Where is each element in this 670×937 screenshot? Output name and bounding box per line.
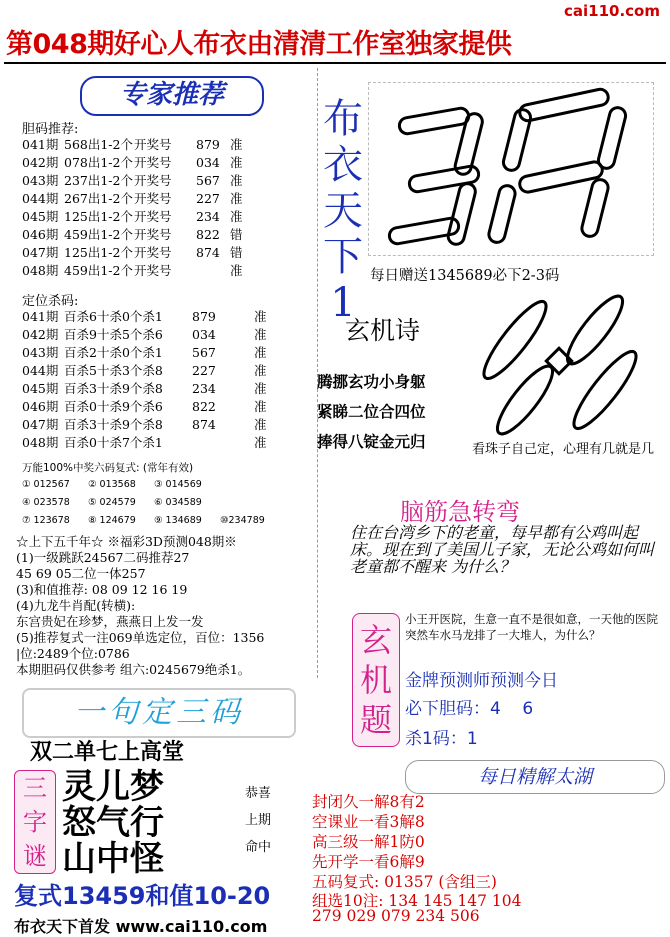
kill-row: [22, 308, 267, 326]
congrats-line: 上期: [244, 813, 271, 828]
poem-line: 捧得八锭金元归: [317, 433, 426, 451]
dan-cell: 错: [230, 227, 243, 242]
dan-cell: 准: [230, 191, 243, 206]
wanneng-cell: ② 013568: [88, 479, 136, 490]
daily-lake-banner: 每日精解太湖: [405, 760, 665, 794]
wanneng-row: [22, 476, 286, 494]
congrats-line: 恭喜: [244, 786, 271, 801]
dan-row: [22, 190, 243, 208]
kill-cell: 百杀0十杀7个杀1: [64, 435, 163, 450]
three-word-riddle-label: [14, 770, 56, 874]
wanneng-cell: ⑤ 024579: [88, 497, 136, 508]
dan-row: [22, 172, 243, 190]
kill-cell: 准: [254, 417, 267, 432]
page-title: 第048期好心人布衣由清清工作室独家提供: [6, 29, 512, 60]
kill-cell: 045期: [22, 381, 59, 396]
forecast-line: |位:2489个位:0786: [16, 646, 130, 661]
beads-icon: [470, 290, 650, 440]
dan-cell: 822: [196, 227, 220, 242]
dan-cell: 错: [230, 245, 243, 260]
first-release-link[interactable]: 布衣天下首发 www.cai110.com: [14, 917, 268, 936]
dan-cell: 开奖号: [134, 245, 172, 260]
kill-cell: 准: [254, 435, 267, 450]
dan-row: [22, 262, 243, 280]
wanneng-cell: ④ 023578: [22, 497, 70, 508]
double-line-text: 双二单七上高堂: [30, 740, 185, 765]
dan-cell: 879: [196, 137, 220, 152]
kill-cell: 234: [192, 381, 216, 396]
kill-row: [22, 326, 267, 344]
dan-row: [22, 154, 243, 172]
dan-cell: 078出1-2个: [64, 155, 133, 170]
dan-cell: 046期: [22, 227, 59, 242]
riddle-word: 怒气行: [62, 803, 164, 843]
forecast-line: (4)九龙牛肖配(转横):: [16, 598, 136, 613]
dan-cell: 开奖号: [134, 227, 172, 242]
vertical-char: 天: [323, 188, 363, 234]
dan-cell: 874: [196, 245, 220, 260]
riddle-note: 看珠子自己定，心理有几就是几: [472, 442, 655, 457]
dan-table: [22, 136, 243, 280]
kill-cell: 034: [192, 327, 216, 342]
vertical-char: 机: [359, 661, 392, 699]
dan-cell: 034: [196, 155, 220, 170]
kill-cell: 百杀2十杀0个杀1: [64, 345, 163, 360]
wanneng-grid: [22, 476, 286, 530]
puzzle-vertical-title: [352, 613, 400, 747]
digit-graphic: [368, 82, 654, 256]
dan-cell: 125出1-2个: [64, 245, 133, 260]
vertical-char: 衣: [323, 142, 363, 188]
kill-cell: 准: [254, 309, 267, 324]
dan-cell: 267出1-2个: [64, 191, 133, 206]
red-line: 高三级一解1防0: [312, 833, 425, 851]
congrats-note: [240, 780, 276, 861]
cloth-vertical-title: [318, 96, 368, 326]
brain-teaser-title: 脑筋急转弯: [400, 498, 520, 526]
dan-cell: 041期: [22, 137, 59, 152]
kill-cell: 准: [254, 327, 267, 342]
kill-cell: 百杀0十杀9个杀6: [64, 399, 163, 414]
kill-cell: 879: [192, 309, 216, 324]
red-line: 先开学一看6解9: [312, 853, 425, 871]
kill-cell: 567: [192, 345, 216, 360]
kill-cell: 048期: [22, 435, 59, 450]
hospital-riddle: 小王开医院，生意一直不是很如意，一天他的医院突然车水马龙排了一大堆人，为什么？: [405, 612, 658, 642]
dan-cell: 开奖号: [134, 173, 172, 188]
vertical-char: 下: [323, 234, 363, 280]
riddle-word: 灵儿梦: [62, 767, 164, 807]
gold-predictor: 金牌预测师预测今日: [405, 671, 558, 691]
forecast-line: (5)推荐复式一注069单选定位，百位：1356: [16, 630, 265, 645]
dan-cell: 047期: [22, 245, 59, 260]
congrats-line: 命中: [244, 840, 271, 855]
dan-row: [22, 208, 243, 226]
vertical-char: 三: [23, 774, 47, 802]
forecast-block: [16, 534, 316, 678]
dan-cell: 开奖号: [134, 137, 172, 152]
kill-cell: 046期: [22, 399, 59, 414]
title-divider: [4, 62, 666, 64]
vertical-char: 布: [323, 96, 363, 142]
kill-cell: 042期: [22, 327, 59, 342]
dan-cell: 开奖号: [134, 155, 172, 170]
site-url[interactable]: cai110.com: [564, 2, 660, 20]
pill-digits-icon: [369, 83, 653, 255]
red-line: 封闭久一解8有2: [312, 793, 425, 811]
daily-gift-text: 每日赠送1345689必下2-3码: [370, 268, 560, 284]
expert-banner: 专家推荐: [80, 76, 264, 116]
dan-cell: 准: [230, 209, 243, 224]
kill-cell: 百杀3十杀9个杀8: [64, 417, 163, 432]
dan-cell: 048期: [22, 263, 59, 278]
poem-line: 腾挪玄功小身躯: [317, 373, 426, 391]
forecast-line: ☆上下五千年☆ ※福彩3D预测048期※: [16, 534, 237, 549]
kill-cell: 227: [192, 363, 216, 378]
kill-row: [22, 362, 267, 380]
wanneng-cell: ⑦ 123678: [22, 515, 70, 526]
dan-cell: 开奖号: [134, 209, 172, 224]
poem-line: 紧睇二位合四位: [317, 403, 426, 421]
wanneng-cell: ① 012567: [22, 479, 70, 490]
dan-label: 胆码推荐:: [22, 122, 79, 137]
one-sentence-banner: 一句定三码: [22, 688, 296, 738]
dan-cell: 044期: [22, 191, 59, 206]
brain-teaser-question: 住在台湾乡下的老童，每早都有公鸡叫起床。现在到了美国儿子家，无论公鸡如何叫 老童都不醒来 为什么？: [350, 523, 655, 576]
dan-cell: 开奖号: [134, 191, 172, 206]
red-line: 空课业一看3解8: [312, 813, 425, 831]
dan-cell: 234: [196, 209, 220, 224]
kill-cell: 百杀9十杀5个杀6: [64, 327, 163, 342]
wanneng-row: [22, 494, 286, 512]
red-line: 279 029 079 234 506: [312, 907, 480, 925]
dan-cell: 准: [230, 263, 243, 278]
kill-table: [22, 308, 267, 452]
forecast-line: 45 69 05二位一体257: [16, 566, 146, 581]
wanneng-cell: ⑥ 034589: [154, 497, 202, 508]
fushi-line: 复式13459和值10-20: [14, 882, 271, 910]
kill-cell: 047期: [22, 417, 59, 432]
kill-cell: 041期: [22, 309, 59, 324]
kill-cell: 044期: [22, 363, 59, 378]
kill-row: [22, 434, 267, 452]
red-line: 五码复式: 01357 (含组三): [312, 873, 497, 891]
dan-cell: 045期: [22, 209, 59, 224]
wanneng-cell: ⑨ 134689: [154, 515, 202, 526]
dan-cell: 043期: [22, 173, 59, 188]
dan-cell: 准: [230, 173, 243, 188]
kill-cell: 874: [192, 417, 216, 432]
forecast-line: 东宫贵妃在珍梦，燕燕日上发一发: [16, 614, 204, 629]
beads-graphic: [470, 290, 650, 440]
kill-row: [22, 416, 267, 434]
dan-row: [22, 136, 243, 154]
dan-cell: 459出1-2个: [64, 263, 133, 278]
must-dan-code: 必下胆码：4 6: [405, 699, 534, 719]
dan-cell: 227: [196, 191, 220, 206]
dan-row: [22, 244, 243, 262]
kill-cell: 百杀6十杀0个杀1: [64, 309, 163, 324]
kill-cell: 准: [254, 381, 267, 396]
kill-row: [22, 344, 267, 362]
vertical-char: 字: [23, 808, 47, 836]
riddle-word: 山中怪: [62, 839, 164, 879]
kill-cell: 百杀3十杀9个杀8: [64, 381, 163, 396]
dan-cell: 237出1-2个: [64, 173, 133, 188]
wanneng-cell: ⑧ 124679: [88, 515, 136, 526]
kill-row: [22, 398, 267, 416]
wanneng-cell: ③ 014569: [154, 479, 202, 490]
kill-cell: 百杀5十杀3个杀8: [64, 363, 163, 378]
forecast-line: (3)和值推荐: 08 09 12 16 19: [16, 582, 188, 597]
dan-cell: 567: [196, 173, 220, 188]
vertical-char: 玄: [359, 621, 392, 659]
dan-cell: 开奖号: [134, 263, 172, 278]
kill-cell: 822: [192, 399, 216, 414]
wanneng-cell: ⑩234789: [220, 515, 265, 526]
vertical-char: 1: [330, 280, 356, 326]
dan-cell: 459出1-2个: [64, 227, 133, 242]
wanneng-label: 万能100%中奖六码复式: (常年有效): [22, 462, 194, 474]
forecast-line: (1)一级跳跃24567二码推荐27: [16, 550, 190, 565]
wanneng-row: [22, 512, 286, 530]
vertical-char: 题: [359, 701, 392, 739]
kill-cell: 准: [254, 345, 267, 360]
kill-one-code: 杀1码：1: [405, 729, 478, 749]
kill-cell: 准: [254, 363, 267, 378]
poem-title: 玄机诗: [345, 316, 421, 345]
dan-cell: 准: [230, 137, 243, 152]
kill-label: 定位杀码:: [22, 294, 79, 309]
vertical-char: 谜: [23, 842, 47, 870]
kill-cell: 准: [254, 399, 267, 414]
dan-row: [22, 226, 243, 244]
dan-cell: 准: [230, 155, 243, 170]
forecast-line: 本期胆码仅供参考 组六:0245679绝杀1。: [16, 662, 251, 677]
red-line: 组选10注: 134 145 147 104: [312, 892, 522, 910]
dan-cell: 042期: [22, 155, 59, 170]
kill-cell: 043期: [22, 345, 59, 360]
dan-cell: 568出1-2个: [64, 137, 133, 152]
kill-row: [22, 380, 267, 398]
dan-cell: 125出1-2个: [64, 209, 133, 224]
